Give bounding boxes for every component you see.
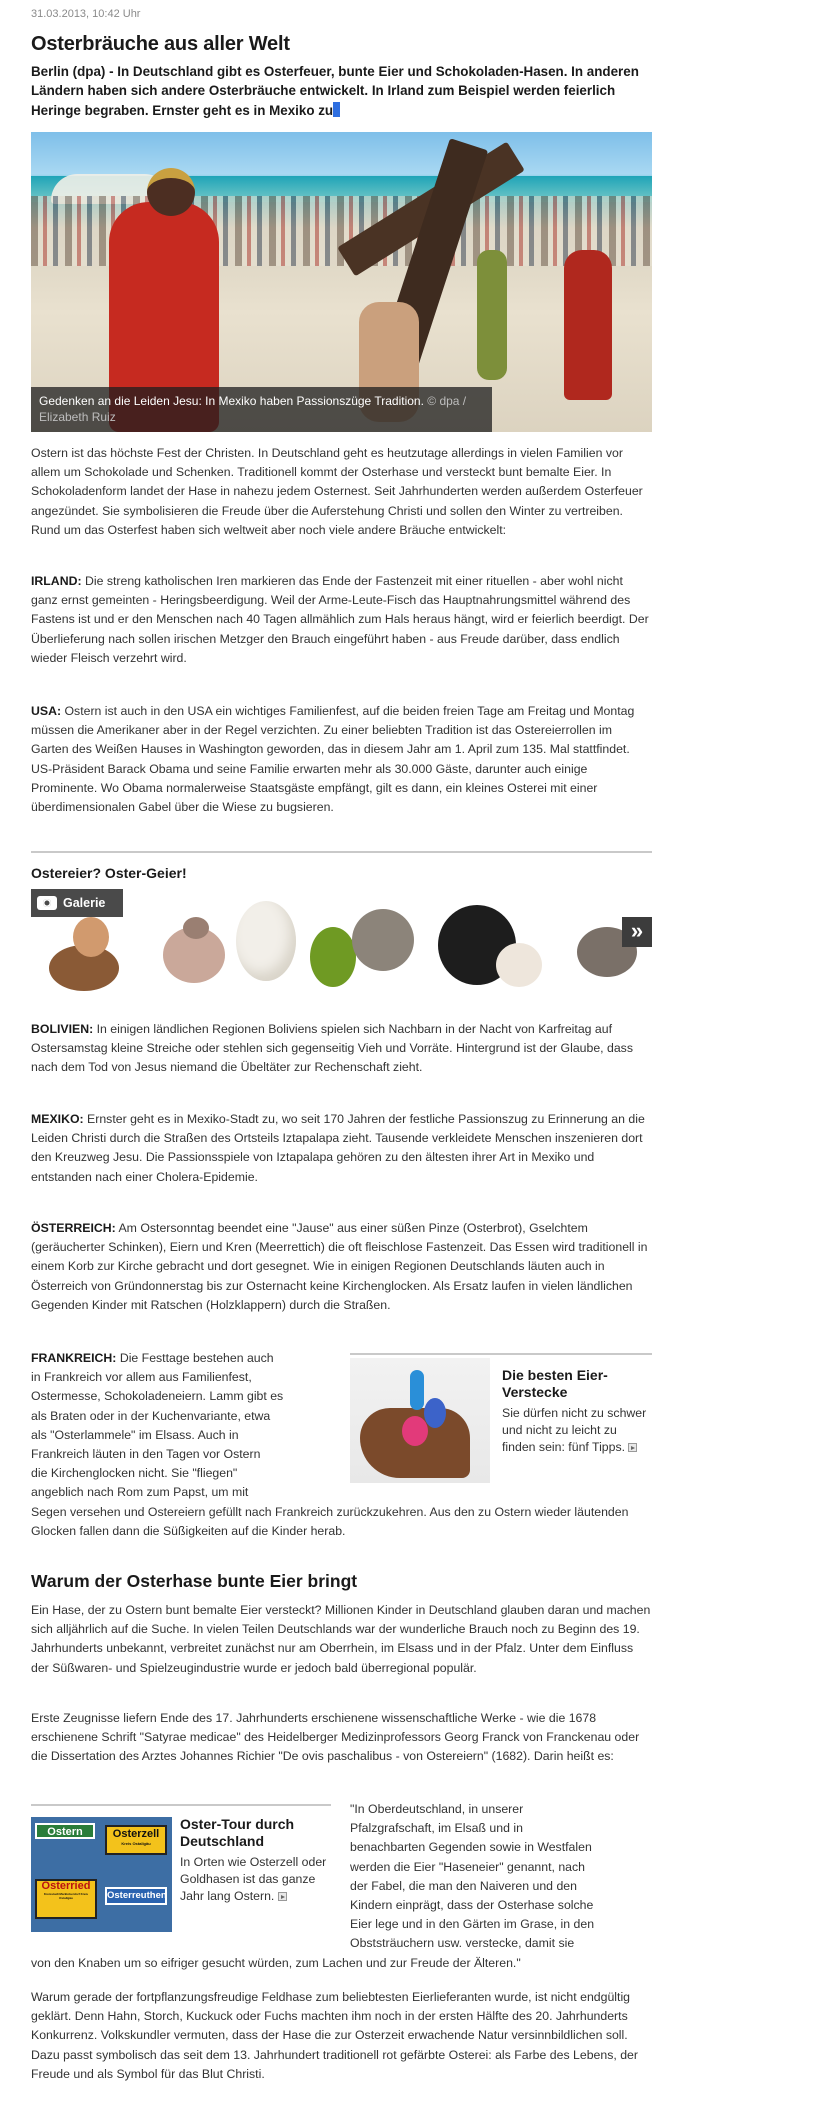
hero-image[interactable] xyxy=(31,132,652,432)
figure-soldier-right xyxy=(564,250,612,400)
quote-line-5: der Fabel, die man den Naiveren und den xyxy=(350,1878,577,1893)
figure-green xyxy=(477,250,507,380)
teaser-eier-image[interactable] xyxy=(350,1358,490,1483)
frankreich-line-2: in Frankreich vor allem aus Familienfest, xyxy=(31,1370,252,1385)
teaser-oster-tour-title[interactable]: Oster-Tour durch Deutschland xyxy=(180,1816,295,1849)
paragraph-oesterreich xyxy=(31,1219,652,1315)
quote-line-8: Obststräuchern usw. verstecke, damit sie xyxy=(350,1936,575,1951)
paragraph-mexiko xyxy=(31,1110,652,1187)
frankreich-line-7: die Kirchenglocken nicht. Sie "fliegen" xyxy=(31,1466,238,1481)
gallery-next-button[interactable]: » xyxy=(622,917,652,947)
text-usa: Ostern ist auch in den USA ein wichtiges Familienfest, auf die beiden freien Tage am Freitag und Montag müssen die Amerikaner aber in der Regel verzichten. Zu einer beliebten Tradition ist das Ostereierrollen im Garten des Weißen Hauses in Washington geworden, das in diesem Jahr am 1. April zum 135. Mal stattfindet. US-Präsident Barack Obama und seine Familie erwarten mehr als 30.000 Gäste, darunter auch einige Prominente. Wo Obama normalerweise Staatsgäste empfängt, gilt es dann, ein kleines Osterei mit einer überdimensionalen Gabel über die Wiese zu bugsieren. xyxy=(31,704,635,815)
quote-line-7: Eier lege und in den Gärten im Grase, in den xyxy=(350,1917,595,1932)
frankreich-line-4: als Braten oder in der Kuchenvariante, etwa xyxy=(31,1408,271,1423)
paragraph-frankreich-rest: Segen versehen und Ostereiern gefüllt nach Frankreich zurückzukehren. Aus den zu Ostern wieder läutenden Glocken fallen dann die Süßigkeiten auf die Kinder herab. xyxy=(31,1505,629,1539)
gallery-thumb-3[interactable] xyxy=(236,887,296,991)
section-heading: Warum der Osterhase bunte Eier bringt xyxy=(31,1571,358,1591)
sign-osterried: Osterried Kreisstadt Marktoberdorf Kreis Ostallgäu xyxy=(35,1879,97,1919)
teaser-oster-tour-rule xyxy=(31,1804,331,1806)
sign-osterzell-sub: Kreis Ostallgäu xyxy=(121,1841,151,1846)
sign-osterreuthen: Osterreuthen xyxy=(105,1887,167,1905)
paragraph-bolivien xyxy=(31,1020,652,1078)
gallery-thumb-2[interactable] xyxy=(159,887,231,991)
gallery-badge-label: Galerie xyxy=(63,896,106,910)
label-frankreich: FRANKREICH: xyxy=(31,1351,117,1365)
label-mexiko: MEXIKO: xyxy=(31,1112,84,1126)
text-bolivien: In einigen ländlichen Regionen Boliviens spielen sich Nachbarn in der Nacht von Karfreitag auf Ostersamstag kleine Streiche oder stehlen sich gegenseitig Vieh und Vorräte. Hintergrund ist der Glaube, dass nach dem Tod von Jesus niemand die Übeltäter zur Rechenschaft zieht. xyxy=(31,1022,633,1075)
gallery-title[interactable]: Ostereier? Oster-Geier! xyxy=(31,865,187,881)
quote-line-4: werden die Eier "Haseneier" genannt, nach xyxy=(350,1859,586,1874)
teaser-eier-desc: Sie dürfen nicht zu schwer und nicht zu leicht zu finden sein: fünf Tipps. xyxy=(502,1406,647,1454)
caption-text: Gedenken an die Leiden Jesu: In Mexiko haben Passionszüge Tradition. xyxy=(39,394,424,408)
gallery-badge[interactable] xyxy=(31,889,123,917)
teaser-oster-tour-text[interactable] xyxy=(180,1816,335,1905)
quote-line-6: Kindern einprägt, dass der Osterhase solche xyxy=(350,1898,594,1913)
quote-line-3: benachbarten Gegenden sowie in Westfalen xyxy=(350,1840,592,1855)
teaser-eier-text[interactable] xyxy=(502,1367,652,1456)
caption-credit: © dpa / Elizabeth Ruiz xyxy=(39,394,467,424)
teaser-oster-tour-desc: In Orten wie Osterzell oder Goldhasen ist das ganze Jahr lang Ostern. xyxy=(180,1855,327,1903)
article-date: 31.03.2013, 10:42 Uhr xyxy=(31,8,141,20)
teaser-oster-tour-image[interactable] xyxy=(31,1817,172,1932)
camera-icon xyxy=(37,896,57,910)
sign-ostern: Ostern xyxy=(35,1823,95,1839)
label-usa: USA: xyxy=(31,704,62,718)
sign-osterzell: Osterzell Kreis Ostallgäu xyxy=(105,1825,167,1855)
frankreich-line-3: Ostermesse, Schokoladeneiern. Lamm gibt es xyxy=(31,1389,284,1404)
frankreich-line-6: Frankreich läuten in den Tagen vor Ostern xyxy=(31,1447,261,1462)
paragraph-usa xyxy=(31,702,652,817)
hero-caption xyxy=(31,387,492,432)
quote-rest: von den Knaben um so eifriger gesucht würden, zum Lachen und zur Freude der Älteren." xyxy=(31,1956,521,1970)
frankreich-line-8: angeblich nach Rom zum Papst, um mit xyxy=(31,1485,249,1500)
quote-block xyxy=(350,1800,652,1954)
arrow-right-icon[interactable] xyxy=(628,1443,637,1452)
paragraph-hase-2: Erste Zeugnisse liefern Ende des 17. Jahrhunderts erschienene wissenschaftliche Werke - wie die 1678 erschienene Schrift "Satyrae medicae" des Heidelberger Medizinprofessors Georg Franck von Franckenau oder die Dissertation des Arztes Johannes Richier "De ovis paschalibus - von Ostereiern" (1682). Darin heißt es: xyxy=(31,1711,640,1764)
gallery-thumb-5[interactable] xyxy=(436,887,546,991)
paragraph-last: Warum gerade der fortpflanzungsfreudige Feldhase zum beliebtesten Eierlieferanten wurde, ist nicht endgültig geklärt. Denn Hahn, Storch, Kuckuck oder Fuchs machten ihm noch in der ersten Hälfte des 20. Jahrhunderts Konkurrenz. Volkskundler vermuten, dass der Hase die zur Osterzeit erwachende Natur versinnbildlichen soll. Dazu passt symbolisch das seit dem 13. Jahrhundert traditionell rot gefärbte Osterei: als Farbe des Lebens, der Freude und als Symbol für das Blut Christi. xyxy=(31,1990,638,2081)
paragraph-frankreich xyxy=(31,1349,331,1503)
paragraph-hase-1: Ein Hase, der zu Ostern bunt bemalte Eier versteckt? Millionen Kinder in Deutschland glauben daran und machen sich alljährlich auf die Suche. In vielen Teilen Deutschlands war der wunderliche Brauch noch zu Beginn des 19. Jahrhunderts unbekannt, verbreitet zunächst nur am Oberrhein, im Elsass und in der Pfalz. Unter dem Einfluss der Süßwaren- und Spielzeugindustrie wurde er jedoch bald überregional populär. xyxy=(31,1603,651,1675)
lead-text: Berlin (dpa) - In Deutschland gibt es Osterfeuer, bunte Eier und Schokoladen-Hasen. In anderen Ländern haben sich andere Osterbräuche entwickelt. In Irland zum Beispiel werden feierlich Heringe begraben. Ernster geht es in Mexiko zu xyxy=(31,64,639,118)
gallery-strip[interactable] xyxy=(31,887,652,991)
frankreich-line-5: als "Osterlammele" im Elsass. Auch in xyxy=(31,1427,239,1442)
frankreich-line-1: Die Festtage bestehen auch xyxy=(119,1351,274,1365)
text-cursor xyxy=(333,102,340,117)
quote-line-1: "In Oberdeutschland, in unserer xyxy=(350,1802,524,1816)
paragraph-irland xyxy=(31,572,652,668)
text-oesterreich: Am Ostersonntag beendet eine "Jause" aus einer süßen Pinze (Osterbrot), Gselchtem (geräucherter Schinken), Eiern und Kren (Meerrettich) die oft fleischlose Fastenzeit. Das Essen wird traditionell in einem Korb zur Kirche gebracht und dort gesegnet. Wie in einigen Regionen Deutschlands läuten auch in Österreich von Gründonnerstag bis zur Osternacht keine Kirchenglocken. Als Ersatz laufen in vielen ländlichen Gegenden Kinder mit Ratschen (Holzklappern) durch die Straßen. xyxy=(31,1221,648,1312)
label-oesterreich: ÖSTERREICH: xyxy=(31,1221,116,1235)
arrow-right-icon[interactable] xyxy=(278,1892,287,1901)
text-mexiko: Ernster geht es in Mexiko-Stadt zu, wo seit 170 Jahren der festliche Passionszug zu Erinnerung an die Leiden Christi durch die Straßen des Ortsteils Iztapalapa zieht. Tausende verkleidete Menschen inszenieren dort den Kreuzweg Jesu. Die Passionsspiele von Iztapalapa gehören zu den ältesten ihrer Art in Mexiko und entstanden nach einer Cholera-Epidemie. xyxy=(31,1112,645,1184)
gallery-thumb-4[interactable] xyxy=(308,887,418,991)
article-title: Osterbräuche aus aller Welt xyxy=(31,33,290,55)
label-irland: IRLAND: xyxy=(31,574,82,588)
sign-osterried-sub: Kreisstadt Marktoberdorf Kreis Ostallgäu xyxy=(43,1892,89,1900)
intro-paragraph: Ostern ist das höchste Fest der Christen. In Deutschland geht es heutzutage allerdings in vielen Familien vor allem um Schokolade und Schenken. Traditionell kommt der Osterhase und versteckt bunt bemalte Eier. In Schokoladenform landet der Hase in nahezu jedem Osternest. Seit Jahrhunderten werden außerdem Osterfeuer angezündet. Sie symbolisieren die Freude über die Auferstehung Christi und sollen den Winter zu vertreiben. Rund um das Osterfest haben sich weltweit aber noch viele andere Bräuche entwickelt: xyxy=(31,446,643,537)
teaser-eier-title[interactable]: Die besten Eier-Verstecke xyxy=(502,1367,608,1400)
label-bolivien: BOLIVIEN: xyxy=(31,1022,94,1036)
text-irland: Die streng katholischen Iren markieren das Ende der Fastenzeit mit einer rituellen - aber wohl nicht ganz ernst gemeinten - Heringsbeerdigung. Weil der Arme-Leute-Fisch das Hauptnahrungsmittel während des Fastens ist und er den Menschen nach 40 Tagen allmählich zum Hals heraus hängt, wird er feierlich beerdigt. Der Überlieferung nach sollen irischen Metzger den Brauch eingeführt haben - aus Freude darüber, dass endlich wieder Fleisch verzehrt wird. xyxy=(31,574,649,665)
divider xyxy=(31,851,652,853)
article-lead xyxy=(31,62,651,120)
quote-line-2: Pfalzgrafschaft, im Elsaß und in xyxy=(350,1821,523,1836)
